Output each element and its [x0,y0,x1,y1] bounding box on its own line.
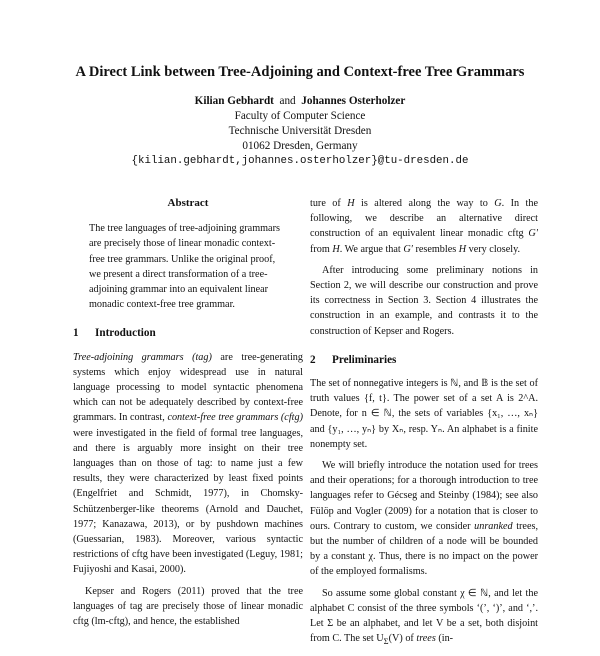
text-span: were investigated in the field of formal tree languages, and there is arguably more insight on their tree languages than on those of tag: to name just a few results, they were characterized by least fixed points (Engelfriet and Schmidt, 1977), in Chomsky-Schützenberger-like theorems (Arnold and Dauchet, 1977; Kanazawa, 2013), or by pushdown machines (Guessarian, 1983). Moreover, various syntactic restrictions of cftg have been investigated (Leguy, 1981; Fujiyoshi and Kasai, 2000). [73,427,303,576]
math-h: H [332,243,340,255]
intro-paragraph-3 [310,196,538,257]
author-block [0,94,600,169]
math-h: H [458,243,467,255]
subscript-sigma: Σ [383,636,389,647]
author-2: Johannes Osterholzer [301,95,406,107]
affiliation-university: Technische Universität Dresden [228,125,372,137]
term-tag: Tree-adjoining grammars (tag) [73,351,212,363]
section-heading-introduction [73,326,303,341]
text-span: (V) of [388,633,417,645]
math-g-prime: G′ [528,228,538,240]
text-span: trees, but the number of children of a node will be bounded by a constant χ. Thus, there is no impact on the power of the employed formalisms. [310,520,538,578]
paper-title: A Direct Link between Tree-Adjoining and Context-free Tree Grammars [75,64,525,80]
author-names [0,94,600,109]
prelim-paragraph-3 [310,586,538,650]
affiliation-faculty: Faculty of Computer Science [234,110,366,122]
text-span: So assume some global constant χ ∈ ℕ, and let the alphabet C consist of the three symbols ‘(’, ‘)’, and ‘,’. Let Σ be an alphabet, and let V be a set, both disjoint from C. The set U [310,587,538,645]
intro-paragraph-4: After introducing some preliminary notions in Section 2, we will describe our construction and prove its correctness in Section 3. Section 4 illustrates the construction in an example, and contrasts it to the construction of Kepser and Rogers. [310,264,538,337]
abstract-heading: Abstract [167,197,209,209]
section-number: 2 [310,353,316,366]
author-email: {kilian.gebhardt,johannes.osterholzer}@tu-dresden.de [131,155,469,167]
term-trees: trees [416,633,436,645]
math-g-prime: G′ [403,243,413,255]
math-h: H [347,198,355,209]
author-1: Kilian Gebhardt [194,95,274,107]
right-column [310,196,538,656]
text-span: . We argue that [339,243,404,255]
term-unranked: unranked [474,520,513,532]
text-span: We will briefly introduce the notation used for trees and their operations; for a thorough introduction to tree languages refer to Gécseg and Steinby (1984); see also Fülöp and Vogler (2009) for a notation that is closer to ours. Contrary to custom, we consider [310,460,538,532]
affiliation-address: 01062 Dresden, Germany [242,140,358,152]
text-span: ture of [310,198,348,209]
text-span: is altered along the way to [354,198,495,209]
prelim-paragraph-1: The set of nonnegative integers is ℕ, and 𝔹 is the set of truth values {f, t}. The power set of a set A is 2^A. Denote, for n ∈ ℕ, the sets of variables {x₁, …, xₙ} and {y₁, …, yₙ} by Xₙ, resp. Yₙ. An alphabet is a finite nonempty set. [310,378,538,450]
author-conjunction: and [279,95,296,107]
math-g: G [494,198,502,209]
text-span: . In the following, we describe an alternative direct construction of an equivalent linear monadic cftg [310,198,538,240]
left-column [73,196,303,635]
section-number: 1 [73,327,79,340]
text-span: resembles [412,243,459,255]
section-title: Preliminaries [332,353,397,366]
text-span: from [310,243,333,255]
prelim-paragraph-2 [310,458,538,580]
intro-paragraph-1 [73,350,303,578]
term-cftg: context-free tree grammars (cftg) [167,412,303,424]
abstract-text: The tree languages of tree-adjoining grammars are precisely those of linear monadic context-free tree grammars. Unlike the original proof, we present a direct transformation of a tree-adjoining grammar into an equivalent linear monadic context-free tree grammar. [89,223,280,311]
text-span: very closely. [466,243,521,255]
intro-paragraph-2: Kepser and Rogers (2011) proved that the tree languages of tag are precisely those of linear monadic cftg (lm-cftg), and hence, the established [73,585,303,628]
section-title: Introduction [95,327,156,340]
text-span: are tree-generating systems which enjoy widespread use in natural language processing to model syntactic phenomena which can not be adequately described by context-free grammars. In contrast, [73,351,303,424]
section-heading-preliminaries [310,353,538,368]
text-span: (in- [435,633,454,645]
